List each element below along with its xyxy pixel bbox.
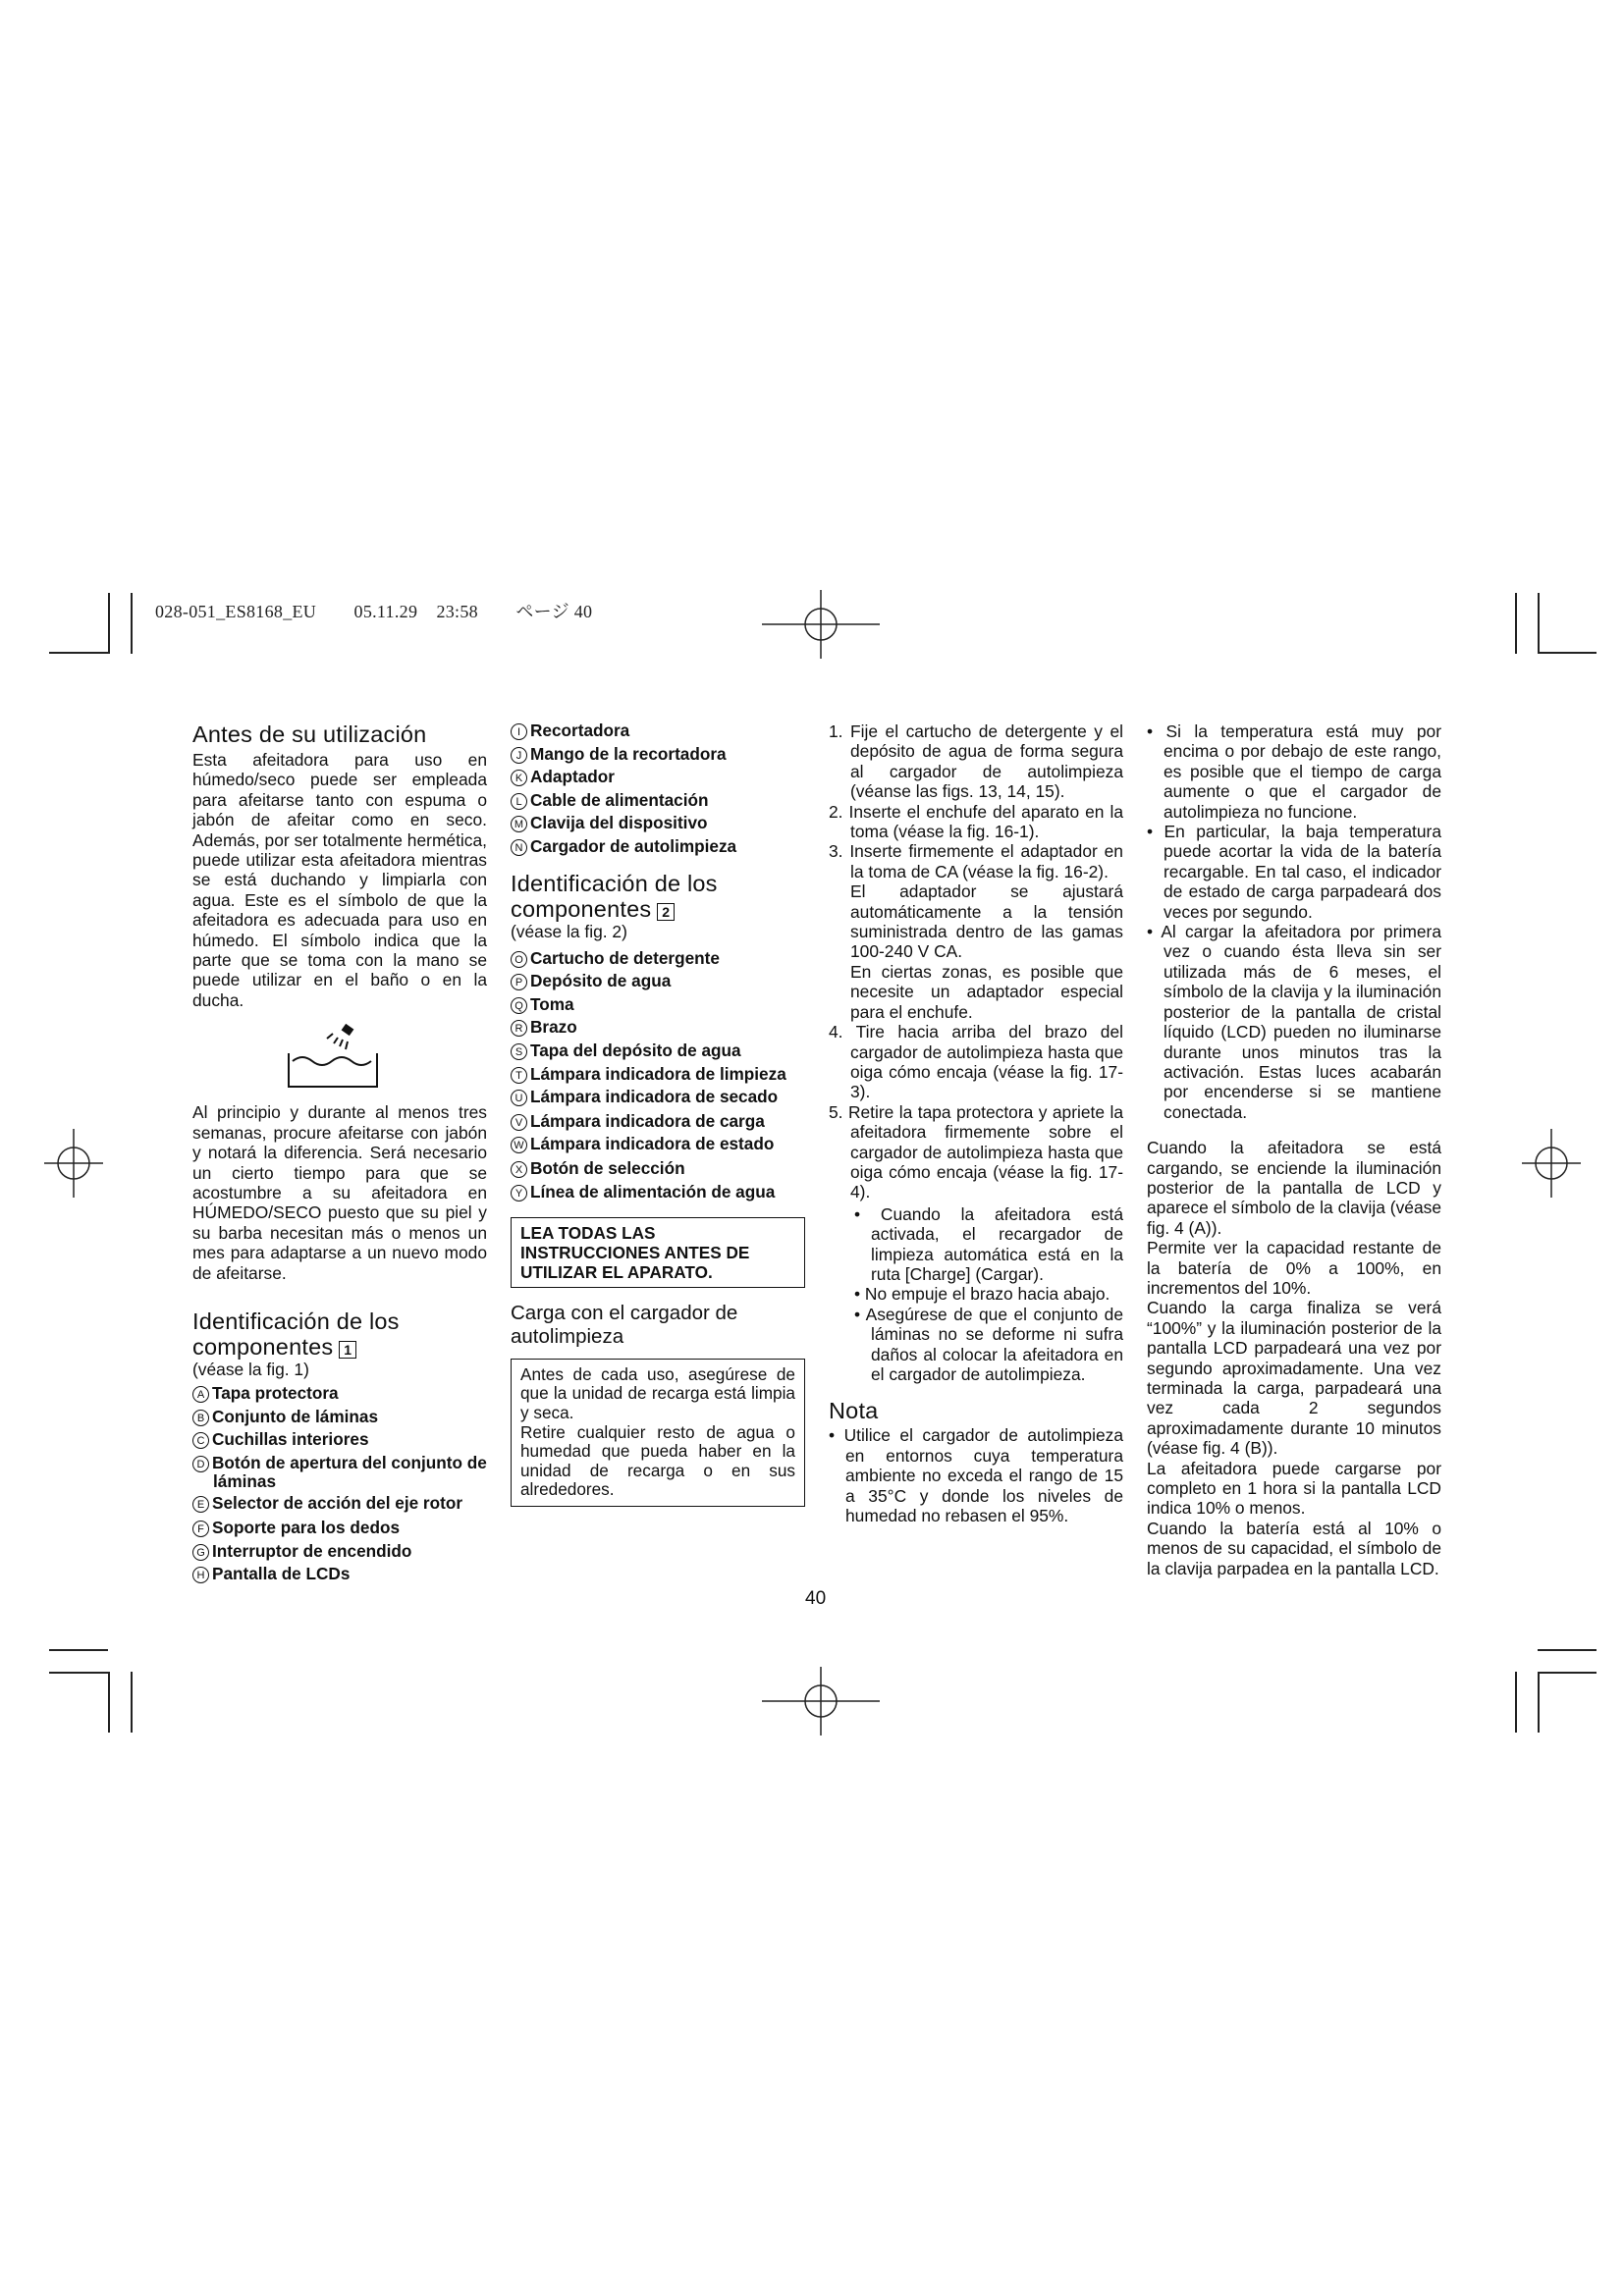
registration-mark-right <box>1522 1124 1581 1202</box>
component-letter: T <box>511 1067 527 1084</box>
header-page-label: ページ 40 <box>515 602 593 621</box>
shower-bath-icon <box>281 1024 389 1093</box>
component-letter: R <box>511 1020 527 1037</box>
step-5 <box>829 1102 1123 1385</box>
component-item <box>511 1040 805 1063</box>
component-letter: S <box>511 1043 527 1060</box>
step-number: 2. <box>829 801 843 822</box>
section-heading-componentes-1 <box>192 1308 487 1360</box>
bullet-item: • No empuje el brazo hacia abajo. <box>854 1284 1110 1305</box>
bullet-item: • Si la temperatura está muy por encima o por debajo de este rango, es posible que el tiempo de carga aumente o que el cargador de autolimpieza no funcione. <box>1147 721 1442 822</box>
nota-list <box>829 1425 1123 1525</box>
component-label: Cartucho de detergente <box>530 947 720 968</box>
header-time: 23:58 <box>436 602 478 621</box>
section-heading-carga: Carga con el cargador de autolimpieza <box>511 1301 738 1348</box>
component-item <box>511 1183 805 1201</box>
components-list-1 <box>192 1382 487 1586</box>
component-label: Línea de alimentación de agua <box>530 1181 776 1201</box>
component-label: Interruptor de encendido <box>212 1540 412 1561</box>
step-text: Inserte firmemente el adaptador en la toma de CA (véase la fig. 16-2). <box>849 841 1123 881</box>
paragraph-intro: Esta afeitadora para uso en húmedo/seco puede ser empleada para afeitarse tanto con espuma o jabón de afeitar como en seco. Además, por ser totalmente hermética, puede utilizar esta afeitadora mientras se está duchando y limpiarla con agua. Este es el símbolo de que la afeitadora es adecuada para uso en húmedo. El símbolo indica que la parte que se toma con la mano se puede utilizar en el baño o en la ducha. <box>192 750 487 1010</box>
component-item <box>192 1494 487 1513</box>
component-label: Recortadora <box>530 721 630 740</box>
crop-mark <box>1538 1672 1540 1733</box>
print-header <box>155 598 592 623</box>
component-letter: G <box>192 1544 209 1561</box>
component-letter: Q <box>511 997 527 1014</box>
step-text: Retire la tapa protectora y apriete la afeitadora firmemente sobre el cargador de autolimpieza hasta que oiga cómo encaja (véase la fig. 17-4). <box>847 1101 1123 1202</box>
component-letter: X <box>511 1161 527 1178</box>
paragraph-charging: Cuando la afeitadora se está cargando, se enciende la iluminación posterior de la pantalla de LCD y aparece el símbolo de la clavija (véase fig. 4 (A)). <box>1147 1138 1441 1238</box>
component-label: Lámpara indicadora de limpieza <box>530 1063 786 1084</box>
component-label: Mango de la recortadora <box>530 743 727 764</box>
crop-mark <box>49 1649 108 1651</box>
component-item <box>511 766 805 789</box>
component-letter: D <box>192 1456 209 1472</box>
component-letter: Y <box>511 1185 527 1201</box>
component-letter: F <box>192 1521 209 1537</box>
column-2 <box>511 721 805 1507</box>
step-number: 4. <box>829 1022 843 1042</box>
section-heading-nota: Nota <box>829 1398 879 1424</box>
paragraph-adaptation: Al principio y durante al menos tres semanas, procure afeitarse con jabón y notará la diferencia. Será necesario un cierto tiempo para que se acostumbre a su afeitadora en HÚMEDO/SECO puesto que su piel y su barba necesitan más o menos un mes para adaptarse a un nuevo modo de afeitarse. <box>192 1102 487 1283</box>
component-label: Toma <box>530 993 574 1014</box>
component-letter: J <box>511 747 527 764</box>
component-label: Selector de acción del eje rotor <box>212 1493 463 1514</box>
bullet-item: • En particular, la baja temperatura puede acortar la vida de la batería recargable. En tal caso, el indicador de estado de carga parpadeará dos veces por segundo. <box>1147 822 1442 922</box>
step-1 <box>829 721 1123 802</box>
step-3-note-1: El adaptador se ajustará automáticamente a la tensión suministrada dentro de las gamas 100-240 V CA. <box>850 881 1123 962</box>
column-1 <box>192 721 487 1586</box>
component-item <box>511 993 805 1017</box>
components-list-2 <box>511 947 805 1201</box>
heading-text: Identificación de los componentes <box>192 1308 400 1360</box>
header-file: 028-051_ES8168_EU <box>155 602 317 621</box>
nota-text: Utilice el cargador de autolimpieza en entornos cuya temperatura ambiente no exceda el rango de 15 a 35°C y donde los niveles de humedad no rebasen el 95%. <box>843 1425 1124 1526</box>
component-label: Lámpara indicadora de secado <box>530 1086 779 1106</box>
crop-mark <box>108 1672 110 1733</box>
crop-mark <box>131 593 133 654</box>
step-text: Fije el cartucho de detergente y el depósito de agua de forma segura al cargador de autolimpieza (véanse las figs. 13, 14, 15). <box>850 721 1123 802</box>
component-label: Adaptador <box>530 767 615 787</box>
bullet-item: • Cuando la afeitadora está activada, el recargador de limpieza automática está en la ruta [Charge] (Cargar). <box>854 1203 1124 1284</box>
component-item <box>511 1110 805 1134</box>
bullet-text: Asegúrese de que el conjunto de láminas no se deforme ni sufra daños al colocar la afeitadora en el cargador de autolimpieza. <box>865 1304 1123 1384</box>
component-label: Depósito de agua <box>530 971 672 991</box>
component-label: Lámpara indicadora de carga <box>530 1110 765 1131</box>
bullet-item: • Asegúrese de que el conjunto de láminas no se deforme ni sufra daños al colocar la afeitadora en el cargador de autolimpieza. <box>854 1304 1123 1384</box>
component-letter: C <box>192 1432 209 1449</box>
crop-mark <box>49 1672 110 1674</box>
component-letter: B <box>192 1410 209 1426</box>
step-text: Tire hacia arriba del brazo del cargador de autolimpieza hasta que oiga cómo encaja (véase la fig. 17-3). <box>850 1022 1123 1102</box>
step-number: 3. <box>829 841 843 862</box>
bullet-item: • Al cargar la afeitadora por primera vez o cuando ésta lleva sin ser utilizada más de 6 meses, el símbolo de la clavija y la iluminación posterior de la pantalla de cristal líquido (LCD) pueden no iluminarse durante unos minutos tras la activación. Estas luces acabarán por encenderse si se mantiene conectada. <box>1147 922 1441 1122</box>
component-item <box>511 1135 805 1153</box>
crop-mark <box>1515 1672 1517 1733</box>
bullet-text: Al cargar la afeitadora por primera vez o cuando ésta lleva sin ser utilizada más de 6 meses, el símbolo de la clavija y la iluminación posterior de la pantalla de cristal líquido (LCD) pueden no iluminarse durante unos minutos tras la activación. Estas luces acabarán por encenderse si se mantiene conectada. <box>1161 922 1441 1122</box>
component-item <box>511 947 805 971</box>
crop-mark <box>1538 1672 1597 1674</box>
paragraph-capacity: Permite ver la capacidad restante de la batería de 0% a 100%, en incrementos del 10%. <box>1147 1238 1441 1298</box>
step-text: Inserte el enchufe del aparato en la toma (véase la fig. 16-1). <box>848 801 1123 842</box>
crop-mark <box>131 1672 133 1733</box>
component-letter: A <box>192 1386 209 1403</box>
bullet-text: Cuando la afeitadora está activada, el recargador de limpieza automática está en la ruta [Charge] (Cargar). <box>871 1203 1124 1284</box>
component-label: Conjunto de láminas <box>212 1406 379 1426</box>
paragraph-low-battery: Cuando la batería está al 10% o menos de su capacidad, el símbolo de la clavija parpadea en la pantalla LCD. <box>1147 1518 1441 1578</box>
bullet-text: En particular, la baja temperatura puede acortar la vida de la batería recargable. En tal caso, el indicador de estado de carga parpadeará dos veces por segundo. <box>1164 822 1442 922</box>
step-4 <box>829 1022 1123 1102</box>
component-letter: W <box>511 1137 527 1153</box>
component-label: Lámpara indicadora de estado <box>530 1134 775 1154</box>
component-item <box>511 1088 805 1106</box>
figure-number-box: 2 <box>657 903 675 921</box>
component-letter: O <box>511 951 527 968</box>
figure-reference: (véase la fig. 2) <box>511 921 627 941</box>
crop-mark <box>108 593 110 654</box>
component-letter: K <box>511 770 527 786</box>
crop-mark <box>1515 593 1517 654</box>
component-label: Brazo <box>530 1017 577 1038</box>
component-item <box>192 1428 487 1452</box>
component-letter: M <box>511 816 527 832</box>
bullet-text: Si la temperatura está muy por encima o por debajo de este rango, es posible que el tiempo de carga aumente o que el cargador de autolimpieza no funcione. <box>1164 721 1442 822</box>
component-item <box>511 743 805 767</box>
component-letter: P <box>511 974 527 990</box>
warning-box: LEA TODAS LAS INSTRUCCIONES ANTES DE UTILIZAR EL APARATO. <box>511 1217 805 1288</box>
temperature-notes <box>1147 721 1441 1122</box>
column-3 <box>829 721 1123 1525</box>
component-item <box>192 1454 487 1491</box>
component-item <box>192 1540 487 1564</box>
component-letter: E <box>192 1496 209 1513</box>
component-letter: N <box>511 839 527 856</box>
section-heading-antes: Antes de su utilización <box>192 721 427 747</box>
component-label: Botón de selección <box>530 1158 685 1179</box>
registration-mark-top <box>762 585 880 664</box>
component-item <box>192 1517 487 1540</box>
charging-steps <box>829 721 1123 1384</box>
component-item <box>192 1382 487 1406</box>
caution-text-2: Retire cualquier resto de agua o humedad que pueda haber en la unidad de recarga o en sus alrededores. <box>520 1421 795 1500</box>
component-item <box>511 1157 805 1181</box>
header-date: 05.11.29 <box>353 602 418 621</box>
component-label: Cuchillas interiores <box>212 1429 369 1450</box>
registration-mark-bottom <box>762 1662 880 1740</box>
component-item <box>511 835 805 859</box>
nota-item: • Utilice el cargador de autolimpieza en entornos cuya temperatura ambiente no exceda el rango de 15 a 35°C y donde los niveles de humedad no rebasen el 95%. <box>829 1425 1124 1526</box>
component-letter: V <box>511 1114 527 1131</box>
component-label: Clavija del dispositivo <box>530 813 708 833</box>
caution-text-1: Antes de cada uso, asegúrese de que la unidad de recarga está limpia y seca. <box>520 1363 795 1422</box>
component-label: Botón de apertura del conjunto de láminas <box>212 1452 487 1491</box>
heading-text: Identificación de los componentes <box>511 870 718 922</box>
paragraph-finished: Cuando la carga finaliza se verá “100%” y la iluminación posterior de la pantalla LCD parpadeará una vez por segundo aproximadamente. Una vez terminada la carga, parpadeará una vez cada 2 segundos aproximadamente durante 10 minutos (véase fig. 4 (B)). <box>1147 1298 1441 1459</box>
component-item <box>511 812 805 835</box>
component-label: Soporte para los dedos <box>212 1518 401 1538</box>
component-letter: U <box>511 1090 527 1106</box>
component-label: Tapa protectora <box>212 1382 339 1403</box>
step-2 <box>829 802 1123 842</box>
component-label: Pantalla de LCDs <box>212 1564 351 1584</box>
component-label: Cargador de autolimpieza <box>530 835 737 856</box>
component-item <box>192 1563 487 1586</box>
step-5-bullets <box>854 1204 1123 1385</box>
crop-mark <box>1538 652 1597 654</box>
caution-box <box>511 1359 805 1507</box>
component-letter: I <box>511 723 527 740</box>
page-number: 40 <box>805 1588 827 1609</box>
component-label: Tapa del depósito de agua <box>530 1040 741 1060</box>
paragraph-full-charge: La afeitadora puede cargarse por completo en 1 hora si la pantalla LCD indica 10% o menos. <box>1147 1458 1441 1519</box>
component-letter: L <box>511 793 527 810</box>
crop-mark <box>1538 593 1540 654</box>
component-item <box>511 1065 805 1084</box>
component-item <box>192 1406 487 1429</box>
figure-reference: (véase la fig. 1) <box>192 1359 309 1379</box>
step-number: 1. <box>829 721 843 741</box>
section-heading-componentes-2 <box>511 871 805 922</box>
component-item <box>511 789 805 813</box>
crop-mark <box>1538 1649 1597 1651</box>
components-list-1-continued <box>511 720 805 859</box>
figure-number-box: 1 <box>339 1341 356 1359</box>
step-number: 5. <box>829 1101 843 1122</box>
bullet-text: No empuje el brazo hacia abajo. <box>864 1284 1110 1305</box>
component-label: Cable de alimentación <box>530 789 709 810</box>
component-item <box>511 970 805 993</box>
column-4 <box>1147 721 1441 1578</box>
step-3 <box>829 841 1123 1022</box>
component-item <box>511 720 805 743</box>
step-3-note-2: En ciertas zonas, es posible que necesite un adaptador especial para el enchufe. <box>850 961 1123 1022</box>
registration-mark-left <box>44 1124 103 1202</box>
crop-mark <box>49 652 108 654</box>
component-letter: H <box>192 1567 209 1583</box>
component-item <box>511 1016 805 1040</box>
